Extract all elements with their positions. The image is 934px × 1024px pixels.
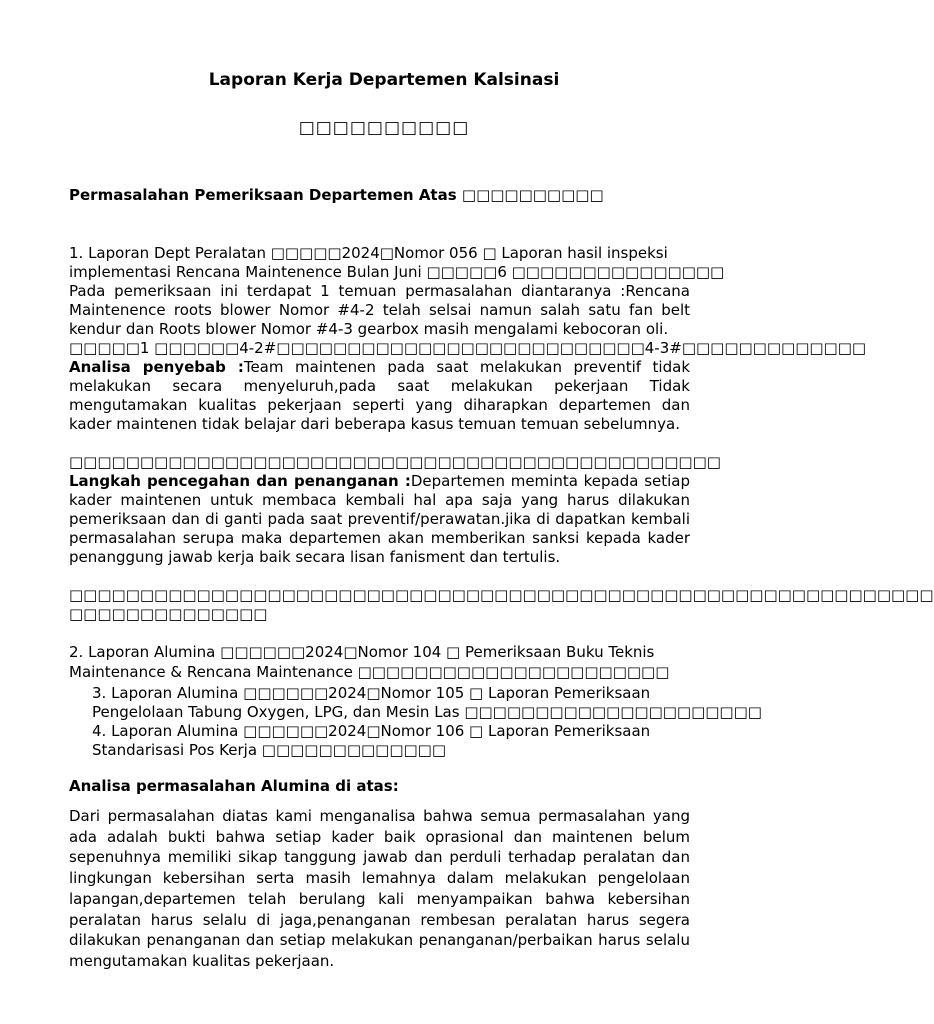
section-heading-tail: □□□□□□□□□□ — [461, 186, 604, 204]
item1-prevention-translation-2: □□□□□□□□□□□□□□ — [69, 605, 268, 623]
item1-prevention — [69, 472, 690, 567]
item2-line1: 2. Laporan Alumina □□□□□□2024□Nomor 104 □ Pemeriksaan Buku Teknis — [69, 643, 655, 661]
item4-line2: Standarisasi Pos Kerja □□□□□□□□□□□□□ — [92, 741, 447, 759]
analysis-heading: Analisa permasalahan Alumina di atas: — [69, 777, 399, 795]
prevention-text: Departemen meminta kepada setiap kader maintenen untuk membaca kembali hal apa saja yang harus dilakukan pemeriksaan dan di ganti pada saat preventif/perawatan.jika di dapatkan kembali permasalahan serupa maka departemen akan memberikan sanksi kepada kader penanggung jawab kerja baik secara lisan fanisment dan tertulis. — [69, 472, 690, 566]
prevention-label: Langkah pencegahan dan penanganan : — [69, 472, 411, 490]
section-heading — [69, 186, 604, 204]
document-subtitle: □□□□□□□□□□ — [298, 118, 470, 138]
item1-body: Pada pemeriksaan ini terdapat 1 temuan permasalahan diantaranya :Rencana Maintenence roots blower Nomor #4-2 telah selsai namun salah satu fan belt kendur dan Roots blower Nomor #4-3 gearbox masih mengalami kebocoran oli. — [69, 282, 690, 338]
cause-label: Analisa penyebab : — [69, 358, 244, 376]
analysis-paragraph: Dari permasalahan diatas kami menganalisa bahwa semua permasalahan yang ada adalah bukti bahwa setiap kader baik oprasional dan maintenen belum sepenuhnya memiliki sikap tanggung jawab dan perduli terhadap peralatan dan lingkungan kebersihan serta masih lemahnya dalam melakukan pengelolaan lapangan,departemen telah berulang kali menyampaikan bahwa kebersihan peralatan harus selalu di jaga,penanganan rembesan peralatan harus segera dilakukan penanganan dan setiap melakukan penanganan/perbaikan harus selalu mengutamakan kualitas pekerjaan. — [69, 807, 690, 970]
section-heading-text: Permasalahan Pemeriksaan Departemen Atas — [69, 186, 457, 204]
cause-text: Team maintenen pada saat melakukan preventif tidak melakukan secara menyeluruh,pada saat melakukan pekerjaan Tidak mengutamakan kualitas pekerjaan seperti yang diharapkan departemen dan kader maintenen tidak belajar dari beberapa kasus temuan temuan sebelumnya. — [69, 358, 691, 433]
item3-line1: 3. Laporan Alumina □□□□□□2024□Nomor 105 □ Laporan Pemeriksaan — [92, 684, 651, 702]
item1-prevention-translation-1: □□□□□□□□□□□□□□□□□□□□□□□□□□□□□□□□□□□□□□□□□□□□□□□□□□□□□□□□□□□□□ — [69, 586, 934, 604]
item1-cause — [69, 358, 690, 434]
item1-translation: □□□□□1 □□□□□□4-2#□□□□□□□□□□□□□□□□□□□□□□□□□□4-3#□□□□□□□□□□□□□ — [69, 339, 867, 357]
document-title: Laporan Kerja Departemen Kalsinasi — [208, 70, 560, 90]
item1-line1: 1. Laporan Dept Peralatan □□□□□2024□Nomor 056 □ Laporan hasil inspeksi — [69, 244, 668, 262]
item2-line2: Maintenance & Rencana Maintenance □□□□□□□□□□□□□□□□□□□□□□ — [69, 663, 670, 681]
item4-line1: 4. Laporan Alumina □□□□□□2024□Nomor 106 □ Laporan Pemeriksaan — [92, 722, 651, 740]
item1-cause-translation: □□□□□□□□□□□□□□□□□□□□□□□□□□□□□□□□□□□□□□□□□□□□□□ — [69, 453, 721, 471]
item3-line2: Pengelolaan Tabung Oxygen, LPG, dan Mesin Las □□□□□□□□□□□□□□□□□□□□□ — [92, 703, 762, 721]
item1-line2: implementasi Rencana Maintenence Bulan Juni □□□□□6 □□□□□□□□□□□□□□□ — [69, 263, 725, 281]
